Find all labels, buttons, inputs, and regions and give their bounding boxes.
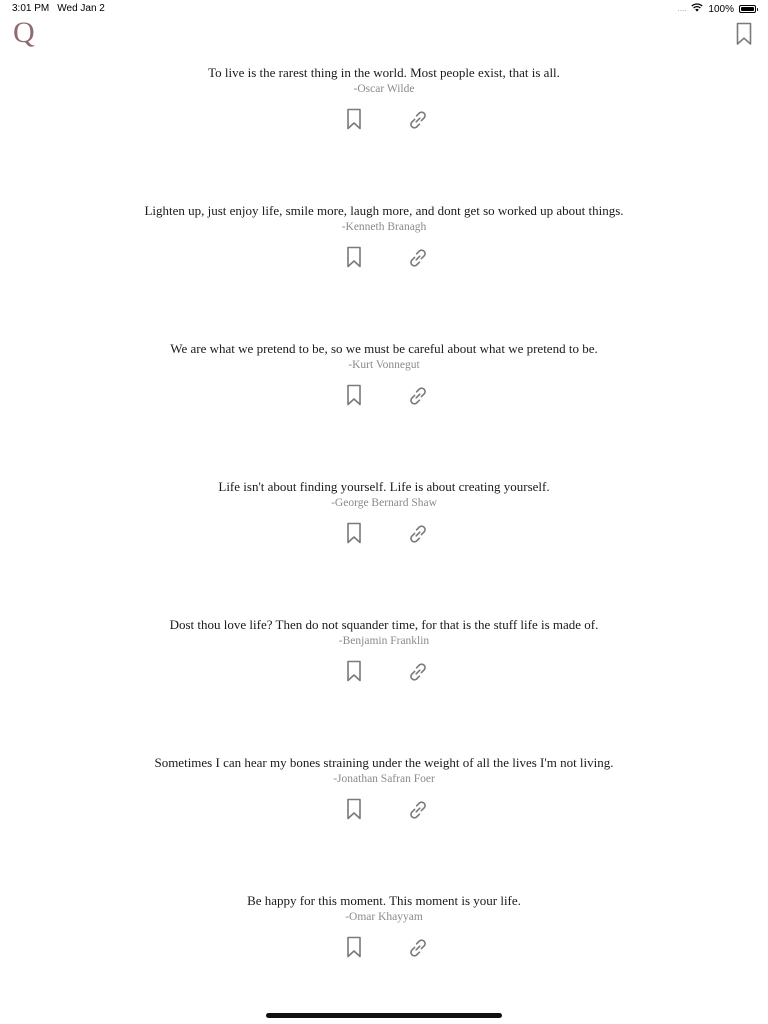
copy-link-button[interactable]: [406, 246, 430, 270]
quote-text: To live is the rarest thing in the world. Most people exist, that is all.: [208, 65, 560, 80]
quote-author: -Jonathan Safran Foer: [333, 773, 435, 785]
bookmark-quote-button[interactable]: [346, 660, 362, 682]
quote-card: [0, 754, 768, 874]
bookmark-quote-button[interactable]: [346, 522, 362, 544]
quote-author: -Omar Khayyam: [345, 911, 423, 923]
quote-text: Dost thou love life? Then do not squander time, for that is the stuff life is made of.: [169, 617, 599, 632]
quote-actions: [0, 934, 768, 960]
copy-link-button[interactable]: [406, 936, 430, 960]
bookmark-quote-button[interactable]: [346, 246, 362, 268]
bookmark-quote-button[interactable]: [346, 936, 362, 958]
quote-card: [0, 340, 768, 460]
home-indicator[interactable]: [266, 1013, 502, 1018]
quote-text: We are what we pretend to be, so we must be careful about what we pretend to be.: [170, 341, 598, 356]
quote-text: Be happy for this moment. This moment is your life.: [247, 893, 521, 908]
quote-actions: [0, 106, 768, 132]
app-logo[interactable]: Q: [13, 16, 35, 49]
bookmark-quote-button[interactable]: [346, 798, 362, 820]
quote-actions: [0, 520, 768, 546]
copy-link-button[interactable]: [406, 108, 430, 132]
quote-text: Sometimes I can hear my bones straining under the weight of all the lives I'm not living.: [154, 755, 614, 770]
quote-card: [0, 892, 768, 1012]
battery-percent: 100%: [708, 3, 734, 15]
quote-card: [0, 616, 768, 736]
quote-author: -Benjamin Franklin: [338, 635, 430, 647]
quote-card: [0, 478, 768, 598]
status-right: [678, 3, 756, 15]
status-bar: [0, 0, 768, 18]
copy-link-button[interactable]: [406, 660, 430, 684]
quote-actions: [0, 658, 768, 684]
bookmarks-button[interactable]: [736, 22, 752, 46]
copy-link-button[interactable]: [406, 798, 430, 822]
bookmark-quote-button[interactable]: [346, 108, 362, 130]
quote-author: -Kenneth Branagh: [341, 221, 427, 233]
quote-text: Life isn't about finding yourself. Life is about creating yourself.: [218, 479, 550, 494]
battery-level-fill: [741, 7, 754, 11]
bookmark-quote-button[interactable]: [346, 384, 362, 406]
quote-actions: [0, 382, 768, 408]
battery-icon: [739, 5, 756, 13]
quote-actions: [0, 796, 768, 822]
wifi-icon: [691, 3, 703, 15]
quote-text: Lighten up, just enjoy life, smile more, laugh more, and dont get so worked up about things.: [144, 203, 624, 218]
status-date: Wed Jan 2: [57, 3, 105, 14]
status-time: 3:01 PM: [12, 3, 50, 14]
cellular-signal-indicator: ....: [677, 4, 687, 13]
status-left: [12, 3, 105, 14]
quote-author: -George Bernard Shaw: [331, 497, 437, 509]
quote-card: [0, 64, 768, 184]
quote-card: [0, 202, 768, 322]
quote-author: -Oscar Wilde: [353, 83, 415, 95]
quote-author: -Kurt Vonnegut: [348, 359, 420, 371]
copy-link-button[interactable]: [406, 522, 430, 546]
copy-link-button[interactable]: [406, 384, 430, 408]
quote-actions: [0, 244, 768, 270]
